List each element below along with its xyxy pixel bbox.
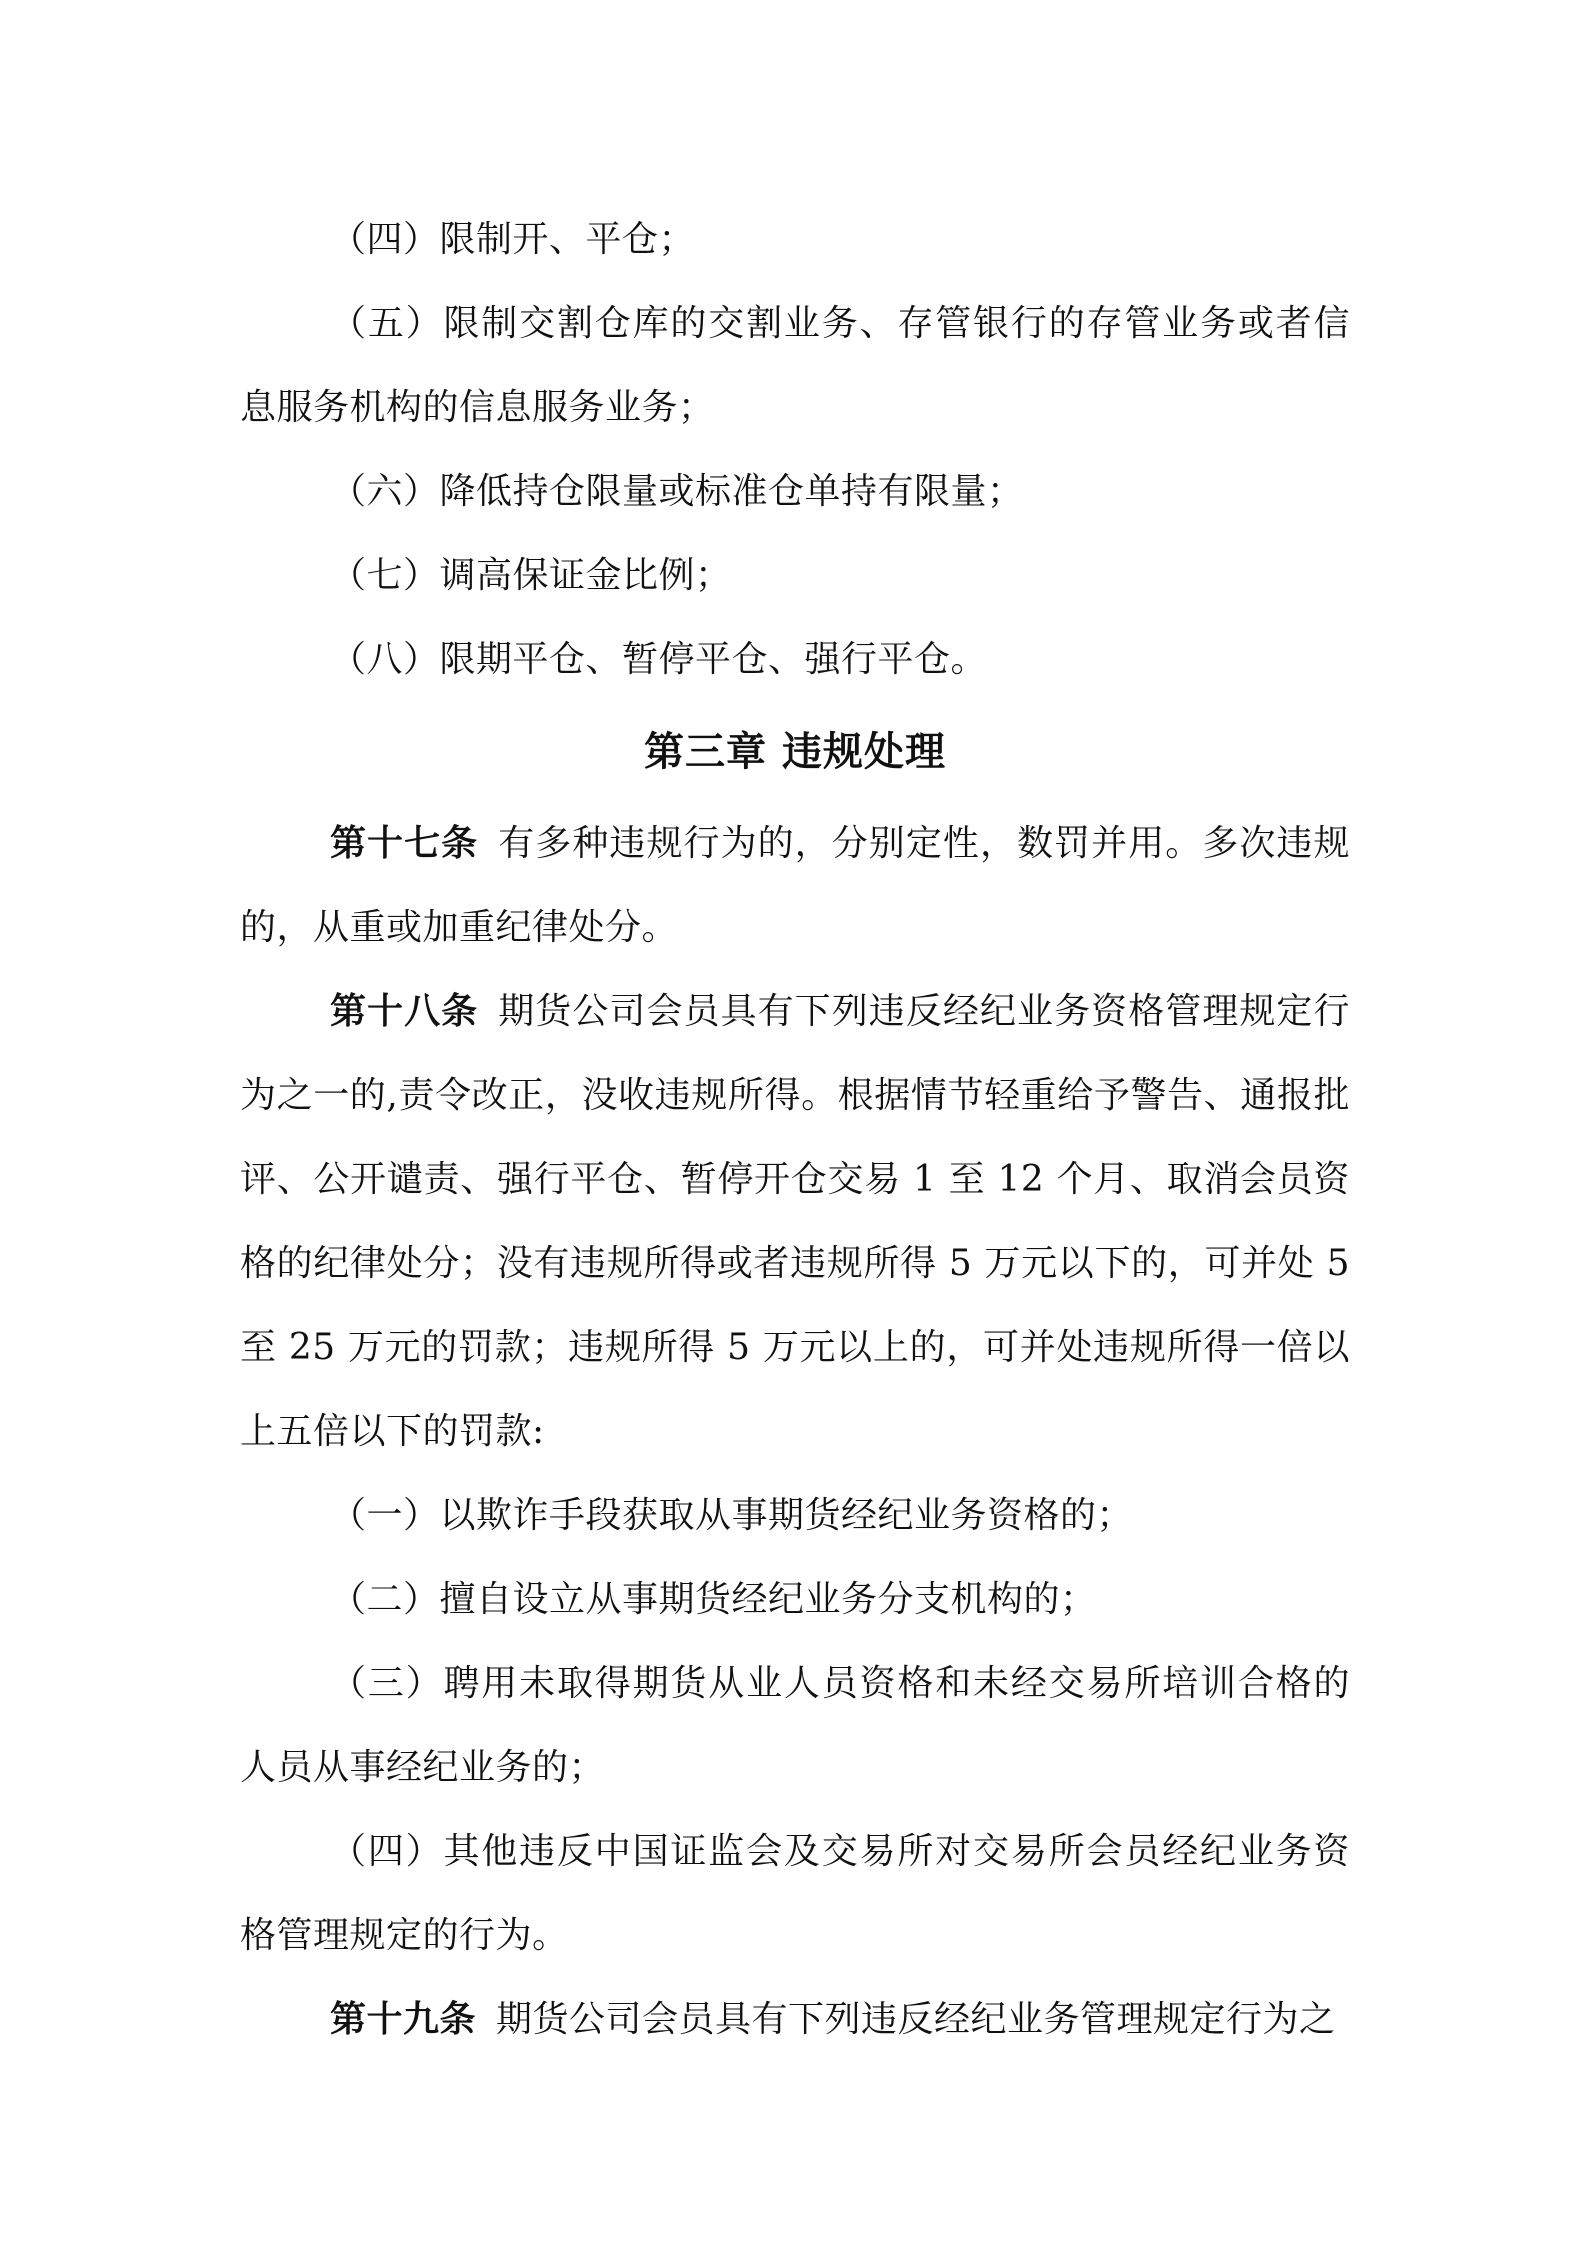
article-18-label: 第十八条 [330, 991, 479, 1032]
article-19-text: 期货公司会员具有下列违反经纪业务管理规定行为之 [496, 1999, 1336, 2040]
article-18-item-3: （三）聘用未取得期货从业人员资格和未经交易所培训合格的人员从事经纪业务的； [240, 1663, 1350, 1788]
article-17-text: 有多种违规行为的，分别定性，数罚并用。多次违规的，从重或加重纪律处分。 [240, 823, 1350, 948]
article-17-label: 第十七条 [330, 823, 479, 864]
article-18-item-1: （一）以欺诈手段获取从事期货经纪业务资格的； [330, 1495, 1134, 1536]
clause-item-8: （八）限期平仓、暂停平仓、强行平仓。 [330, 639, 988, 680]
article-17 [240, 802, 1350, 970]
chapter-heading: 第三章 违规处理 [644, 729, 946, 775]
article-18-item-4: （四）其他违反中国证监会及交易所对交易所会员经纪业务资格管理规定的行为。 [240, 1831, 1350, 1956]
article-19 [240, 1978, 1350, 2062]
document-body [240, 198, 1350, 2062]
clause-item-4: （四）限制开、平仓； [330, 219, 696, 260]
clause-item-7: （七）调高保证金比例； [330, 555, 732, 596]
article-18-item-2: （二）擅自设立从事期货经纪业务分支机构的； [330, 1579, 1097, 1620]
article-19-label: 第十九条 [330, 1999, 477, 2040]
clause-item-5: （五）限制交割仓库的交割业务、存管银行的存管业务或者信息服务机构的信息服务业务； [240, 303, 1350, 428]
clause-item-6: （六）降低持仓限量或标准仓单持有限量； [330, 471, 1024, 512]
article-18-text: 期货公司会员具有下列违反经纪业务资格管理规定行为之一的,责令改正，没收违规所得。根据情节轻重给予警告、通报批评、公开谴责、强行平仓、暂停开仓交易 1 至 12 个月、取消会员资格的纪律处分；没有违规所得或者违规所得 5 万元以下的，可并处 5 至 25 万元的罚款；违规所得 5 万元以上的，可并处违规所得一倍以上五倍以下的罚款: [240, 991, 1350, 1452]
article-18 [240, 970, 1350, 1474]
